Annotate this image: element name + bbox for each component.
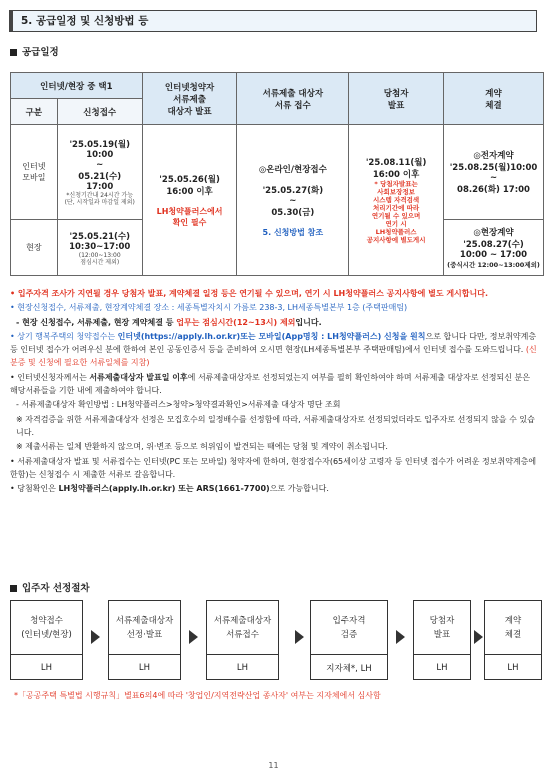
step-agency: LH bbox=[236, 663, 249, 673]
announce-date: '25.05.26(월) 16:00 이후 bbox=[159, 174, 220, 197]
arrow-right-icon bbox=[295, 630, 304, 644]
header-contract: 계약 체결 bbox=[444, 73, 544, 125]
announce-cell bbox=[142, 125, 237, 276]
docs-method: ◎온라인/현장접수 bbox=[258, 164, 327, 175]
note-location: • 현장신청접수, 서류제출, 현장계약체결 장소 : 세종특별자치시 가름로 238-3, LH세종특별본부 1층 (주택판매팀) bbox=[10, 303, 408, 313]
winner-note: * 당첨자발표는 사회보장정보 시스템 자격검색 처리기간에 따라 연기될 수 있으며 연기 시 LH청약플러스 공지사항에 별도게시 bbox=[366, 180, 426, 244]
square-bullet-icon bbox=[10, 49, 17, 56]
step-apply bbox=[10, 600, 83, 680]
note-lunch-a: - 현장 신청접수, 서류제출, 현장 계약체결 등 bbox=[16, 317, 177, 327]
step-docs bbox=[206, 600, 279, 680]
step-agency: LH bbox=[507, 663, 519, 673]
winner-date: '25.08.11(월) 16:00 이후 bbox=[365, 158, 427, 180]
step-title: 입주자격 검증 bbox=[311, 601, 387, 655]
note-internet-c: 에 서류제출대상자로 선정되었는지 여부를 필히 확인하여야 하며 서류제출 대상자로 선정되신 분은 해당서류들을 기한 내에 제출하여야 합니다. bbox=[10, 372, 530, 396]
onsite-apply-date: '25.05.21(수) 10:30~17:00 bbox=[69, 231, 131, 252]
header-gubun: 구분 bbox=[11, 99, 58, 125]
row-onsite-label: 현장 bbox=[11, 220, 58, 276]
note-winner-a: • 당첨확인은 bbox=[10, 484, 59, 494]
winner-cell bbox=[349, 125, 444, 276]
step-agency: LH bbox=[40, 663, 53, 673]
onsite-apply-cell bbox=[57, 220, 142, 276]
contract-s-cell bbox=[444, 220, 544, 276]
page-number: 11 bbox=[268, 761, 279, 770]
note-check-method: - 서류제출대상자 확인방법 : LH청약플러스>청약>청약결과확인>서류제출 대상자 명단 조회 bbox=[16, 400, 341, 410]
docs-date: '25.05.27(화) ~ 05.30(금) bbox=[262, 185, 324, 218]
step-title: 청약접수 (인터넷/현장) bbox=[11, 601, 82, 655]
note-apply-d: (신분증 및 신청에 필요한 서류일체를 지참) bbox=[10, 345, 537, 368]
note-internet-a: • 인터넷신청자께서는 bbox=[10, 372, 90, 382]
header-select-one: 인터넷/현장 중 택1 bbox=[11, 73, 143, 99]
step-agency: LH bbox=[436, 663, 448, 673]
note-apply-a: • 상기 행복주택의 청약접수는 bbox=[10, 331, 118, 341]
section-title: 5. 공급일정 및 신청방법 등 bbox=[9, 10, 537, 32]
note-internet-b: 서류제출대상자 발표일 이후 bbox=[89, 372, 188, 382]
notes-block bbox=[10, 287, 538, 496]
step-title: 계약 체결 bbox=[485, 601, 541, 655]
header-apply: 신청접수 bbox=[57, 99, 142, 125]
contract-onsite: ◎현장계약 '25.08.27(수) 10:00 ~ 17:00 bbox=[459, 228, 528, 260]
header-docs: 서류제출 대상자 서류 접수 bbox=[237, 73, 349, 125]
header-announce: 인터넷청약자 서류제출 대상자 발표 bbox=[142, 73, 237, 125]
schedule-heading bbox=[10, 44, 59, 58]
process-footnote: *「공공주택 특별법 시행규칙」별표6의4에 따라 '창업인/지역전략산업 종사자' 여부는 지자체에서 심사함 bbox=[14, 691, 381, 700]
schedule-table bbox=[10, 72, 544, 276]
internet-apply-date: '25.05.19(월) 10:00 ~ 05.21(수) 17:00 bbox=[69, 140, 130, 192]
note-submission-scope: • 서류제출대상자 발표 및 서류접수는 인터넷(PC 또는 모바일) 청약자에 한하며, 현장접수자(65세이상 고령자 등 인터넷 접수가 어려운 정보취약계층에 한함)는 신청접수 시 제출한 서류로 갈음합니다. bbox=[10, 456, 537, 479]
note-winner-b: LH청약플러스(apply.lh.or.kr) 또는 ARS(1661-7700) bbox=[58, 484, 270, 494]
step-contract bbox=[484, 600, 542, 680]
step-title: 서류제출대상자 서류접수 bbox=[207, 601, 278, 655]
contract-electronic: ◎전자계약 '25.08.25(월)10:00 ~ 08.26(화) 17:00 bbox=[449, 151, 538, 195]
note-lunch bbox=[10, 316, 538, 329]
onsite-apply-note: (12:00~13:00 점심시간 제외) bbox=[78, 251, 121, 266]
arrow-right-icon bbox=[474, 630, 483, 644]
process-heading bbox=[10, 580, 90, 594]
note-apply-c: 으로 합니다 다만, 정보취약계층 등 인터넷 접수가 어려우신 분에 한하여 본인 공동인증서 등을 준비하여 오시면 현장(LH세종특별본부 주택판매팀)에서 인터넷 접수를 도와드립니다. bbox=[10, 331, 537, 355]
note-verification: ※ 자격검증을 위한 서류제출대상자 선정은 모집호수의 일정배수를 선정함에 따라, 서류제출대상자로 선정되었더라도 입주자로 선정되지 않을 수 있습니다. bbox=[16, 414, 535, 437]
note-internet-applicant bbox=[10, 371, 538, 398]
note-lunch-c: 입니다. bbox=[295, 317, 322, 327]
docs-cell bbox=[237, 125, 349, 276]
row-internet-label: 인터넷 모바일 bbox=[11, 125, 58, 220]
schedule-heading-text: 공급일정 bbox=[22, 47, 59, 58]
internet-apply-cell bbox=[57, 125, 142, 220]
internet-apply-note: *신청기간내 24시간 가능 (단, 시작일과 마감일 제외) bbox=[64, 192, 135, 206]
arrow-right-icon bbox=[396, 630, 405, 644]
square-bullet-icon bbox=[10, 585, 17, 592]
note-apply-method bbox=[10, 330, 538, 370]
note-documents: ※ 제출서류는 일체 반환하지 않으며, 위·변조 등으로 허위임이 발견되는 때에는 당첨 및 계약이 취소됩니다. bbox=[16, 442, 388, 452]
docs-ref: 5. 신청방법 참조 bbox=[262, 227, 324, 237]
note-winner-c: 으로 가능합니다. bbox=[269, 484, 329, 494]
announce-notice: LH청약플러스에서 확인 필수 bbox=[156, 206, 223, 227]
arrow-right-icon bbox=[91, 630, 100, 644]
arrow-right-icon bbox=[189, 630, 198, 644]
note-delay: • 입주자격 조사가 지연될 경우 당첨자 발표, 계약체결 일정 등은 연기될 수 있으며, 연기 시 LH청약플러스 공지사항에 별도 게시합니다. bbox=[10, 289, 489, 298]
contract-onsite-note: (중식시간 12:00~13:00제외) bbox=[447, 261, 540, 269]
step-verify bbox=[310, 600, 388, 680]
step-agency: LH bbox=[138, 663, 151, 673]
step-winner bbox=[413, 600, 471, 680]
header-winner: 당첨자 발표 bbox=[349, 73, 444, 125]
contract-e-cell bbox=[444, 125, 544, 220]
process-heading-text: 입주자 선정절차 bbox=[22, 583, 90, 594]
step-agency: 지자체*, LH bbox=[326, 664, 372, 674]
note-lunch-b: 업무는 점심시간(12~13시) 제외 bbox=[176, 317, 296, 327]
note-apply-b: 인터넷(https://apply.lh.or.kr)또는 모바일(App명칭 : LH청약플러스) 신청을 원칙 bbox=[117, 331, 426, 341]
step-select bbox=[108, 600, 181, 680]
step-title: 서류제출대상자 선정·발표 bbox=[109, 601, 180, 655]
process-flow bbox=[10, 600, 542, 680]
step-title: 당첨자 발표 bbox=[414, 601, 470, 655]
note-winner-check bbox=[10, 482, 538, 495]
